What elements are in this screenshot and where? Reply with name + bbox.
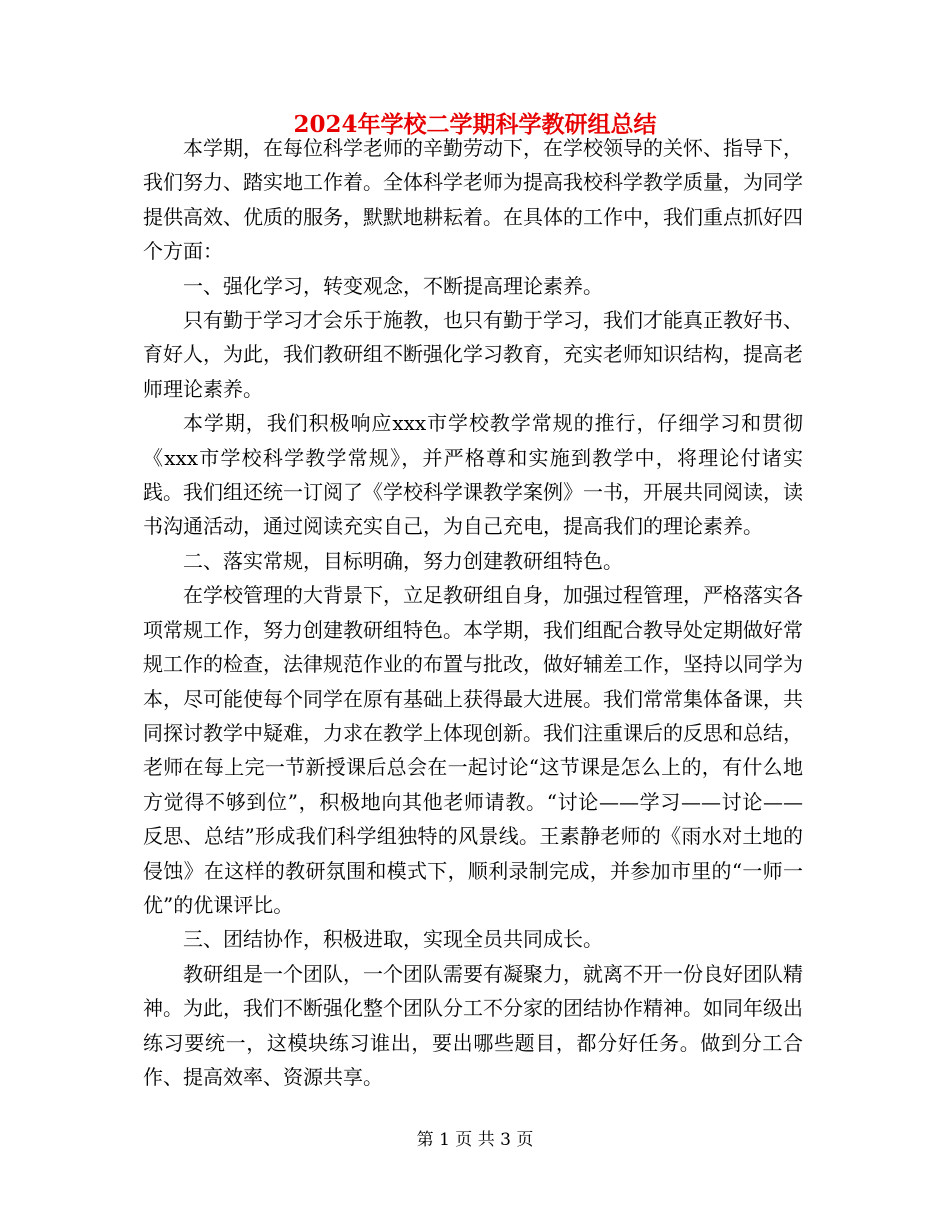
page-footer	[0, 1128, 950, 1152]
paragraph: 只有勤于学习才会乐于施教，也只有勤于学习，我们才能真正教好书、育好人，为此，我们教研组不断强化学习教育，充实老师知识结构，提高老师理论素养。	[143, 308, 803, 401]
section-heading-2: 二、落实常规，目标明确，努力创建教研组特色。	[183, 548, 623, 573]
page-number: 第 1 页 共 3 页	[416, 1130, 534, 1150]
paragraph: 本学期，我们积极响应xxx市学校教学常规的推行，仔细学习和贯彻《xxx市学校科学教学常规》，并严格尊和实施到教学中，将理论付诸实践。我们组还统一订阅了《学校科学课教学案例》一书，开展共同阅读，读书沟通活动，通过阅读充实自己，为自己充电，提高我们的理论素养。	[143, 411, 803, 539]
document-body	[143, 131, 803, 1094]
document-title: 2024年学校二学期科学教研组总结	[293, 111, 657, 138]
paragraph: 教研组是一个团队，一个团队需要有凝聚力，就离不开一份良好团队精神。为此，我们不断强化整个团队分工不分家的团结协作精神。如同年级出练习要统一，这模块练习谁出，要出哪些题目，都分好任务。做到分工合作、提高效率、资源共享。	[143, 961, 803, 1089]
paragraph: 在学校管理的大背景下，立足教研组自身，加强过程管理，严格落实各项常规工作，努力创建教研组特色。本学期，我们组配合教导处定期做好常规工作的检查，法律规范作业的布置与批改，做好辅差工作，坚持以同学为本，尽可能使每个同学在原有基础上获得最大进展。我们常常集体备课，共同探讨教学中疑难，力求在教学上体现创新。我们注重课后的反思和总结，老师在每上完一节新授课后总会在一起讨论“这节课是怎么上的，有什么地方觉得不够到位”，积极地向其他老师请教。“讨论——学习——讨论——反思、总结”形成我们科学组独特的风景线。王素静老师的《雨水对土地的侵蚀》在这样的教研氛围和模式下，顺利录制完成，并参加市里的“一师一优”的优课评比。	[143, 583, 803, 917]
paragraph-intro: 本学期，在每位科学老师的辛勤劳动下，在学校领导的关怀、指导下，我们努力、踏实地工作着。全体科学老师为提高我校科学教学质量，为同学提供高效、优质的服务，默默地耕耘着。在具体的工作中，我们重点抓好四个方面：	[143, 136, 803, 264]
section-heading-1: 一、强化学习，转变观念，不断提高理论素养。	[183, 273, 603, 298]
section-heading-3: 三、团结协作，积极进取，实现全员共同成长。	[183, 927, 603, 952]
